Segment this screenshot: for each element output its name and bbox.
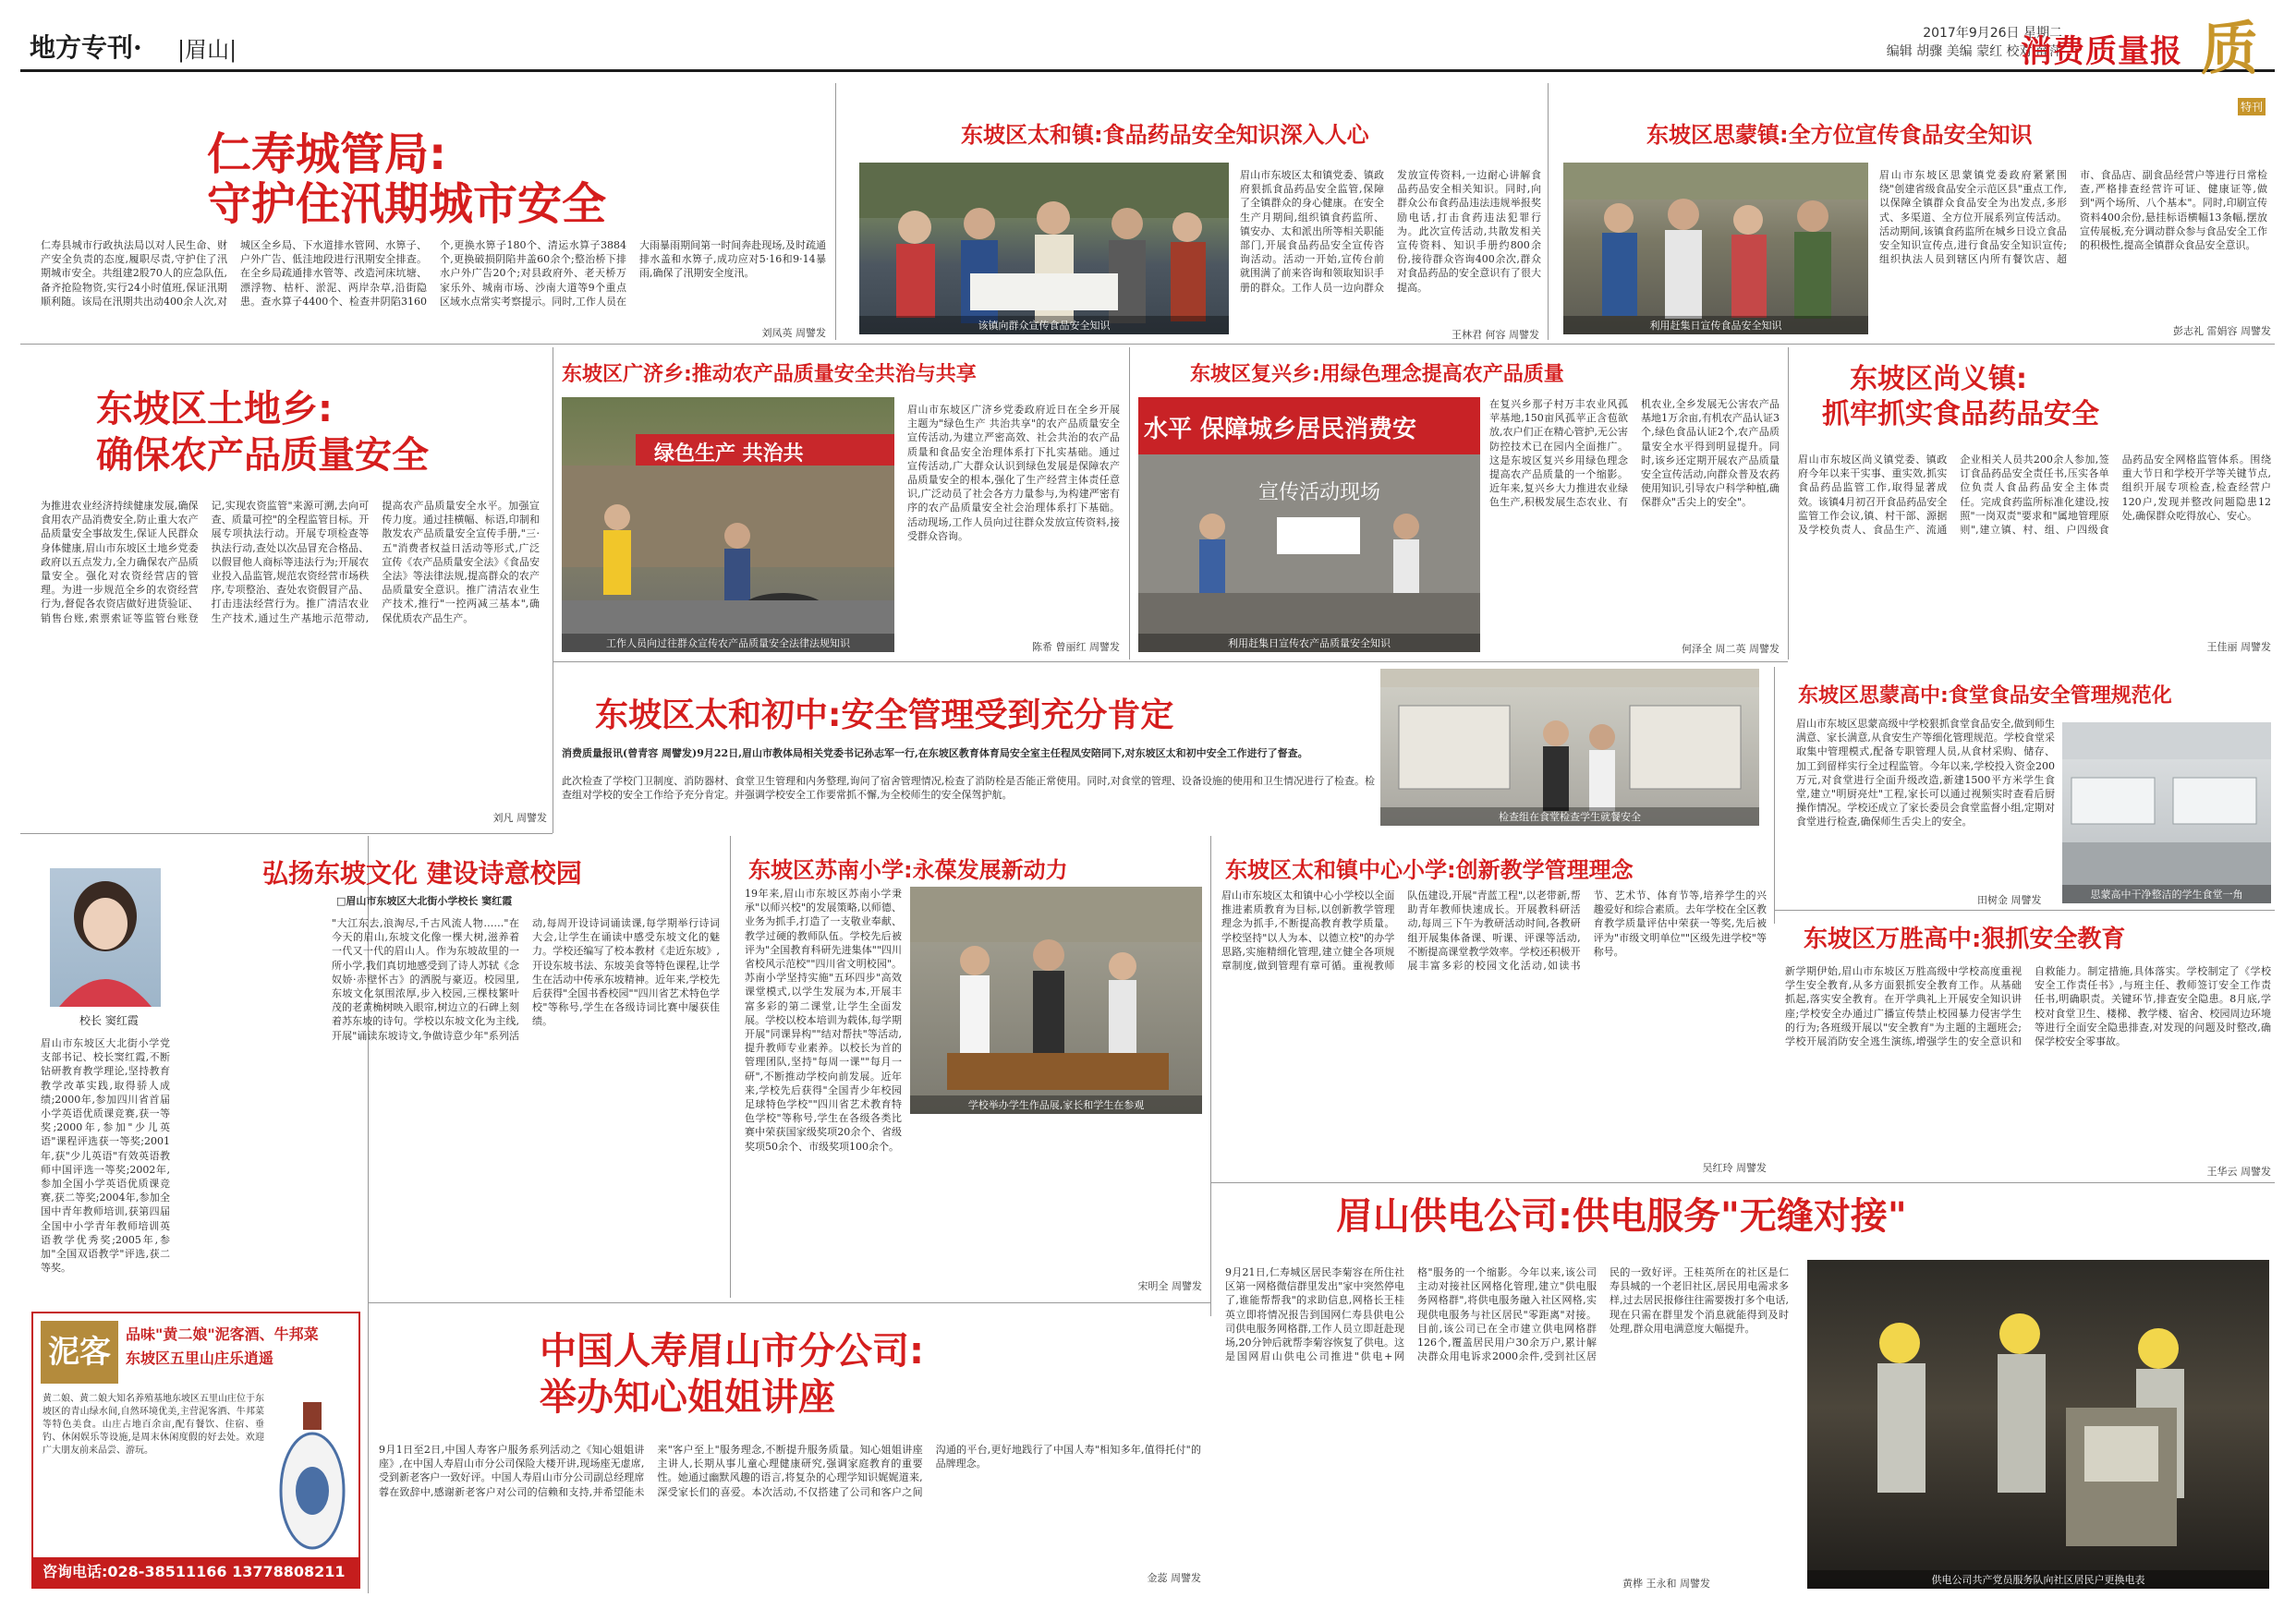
ad-title: 品味"黄二娘"泥客酒、牛邦菜 (126, 1325, 319, 1343)
article-taihe-central-primary (1216, 841, 1770, 1178)
photo-caption: 检查组在食堂检查学生就餐安全 (1380, 807, 1759, 826)
article-byline: 王华云 周譬发 (2206, 1166, 2271, 1178)
exhibit-illustration (910, 887, 1202, 1114)
article-title: 东坡区思蒙镇:全方位宣传食品安全知识 (1646, 122, 2033, 148)
photo-caption: 供电公司共产党员服务队向社区居民户更换电表 (1807, 1570, 2269, 1589)
article-body: 新学期伊始,眉山市东坡区万胜高级中学校高度重视学生安全教育,从多方面狠抓安全教育工作。从基础抓起,落实安全教育。在开学典礼上开展安全知识讲座;学校安全办通过广播宣传禁止校园暴力侵害学生的行为;各班级开展以"安全教育"为主题的主题班会;学校开展消防安全逃生演练,增强学生的安全意识和自救能力。制定措施,具体落实。学校制定了《学校安全工作责任书》,与班主任、教师签订安全工作责任书,明确职责。关键环节,排查安全隐患。8月底,学校对食堂卫生、楼梯、教学楼、宿舍、校园周边环境等进行全面安全隐患排查,对发现的问题及时整改,确保学校安全零事故。 (1785, 965, 2271, 1048)
article-title: 东坡区尚义镇: (1850, 363, 2027, 395)
column-sub: |眉山| (177, 37, 237, 63)
liquor-bottle-icon (275, 1398, 349, 1555)
article-byline: 宋明全 周譬发 (1137, 1280, 1202, 1292)
article-wansheng-high-school (1780, 914, 2275, 1180)
photo-caption: 校长 窦红霞 (79, 1014, 139, 1027)
article-renshou-chengguan (31, 111, 826, 337)
article-byline: 何泽全 周二英 周譬发 (1682, 643, 1780, 655)
article-title: 东坡区苏南小学:永葆发展新动力 (748, 857, 1068, 883)
inspection-illustration (1380, 669, 1759, 826)
paper-name: 消费质量报 (2021, 33, 2182, 70)
ad-logo: 泥客 (41, 1321, 118, 1384)
article-title: 东坡区太和镇:食品药品安全知识深入人心 (961, 122, 1369, 148)
article-title: 东坡区思蒙高中:食堂食品安全管理规范化 (1798, 684, 2172, 708)
article-body: 在复兴乡那子村万丰农业风孤苹基地,150亩风孤苹正含苞欲放,农户们正在精心管护,无公害防控技术已在园内全面推广。这是东坡区复兴乡用绿色理念提高农产品质量的一个缩影。近年来,复兴乡大力推进农业绿色生产,积极发展生态农业、有机农业,全乡发展无公害农产品基地1万余亩,有机农产品认证3个,绿色食品认证2个,农产品质量安全水平得到明显提升。同时,该乡还定期开展农产品质量安全宣传活动,向群众普及农药使用知识,引导农户科学种植,确保群众"舌尖上的安全"。 (1489, 398, 1780, 509)
portrait-illustration (50, 868, 161, 1007)
brand-char: 质 (2201, 15, 2259, 82)
article-title: 抓牢抓实食品药品安全 (1822, 398, 2099, 430)
divider (1210, 836, 1211, 1316)
article-body: 眉山市东坡区太和镇中心小学校以全面推进素质教育为目标,以创新教学管理理念为抓手,不断提高教育教学质量。学校坚持"以人为本、以德立校"的办学思路,实施精细化管理,建立健全各项规章制度,做到管理有章可循。重视教师队伍建设,开展"青蓝工程",以老带新,帮助青年教师快速成长。开展教科研活动,每周三下午为教研活动时间,各教研组开展集体备课、听课、评课等活动,不断提高课堂教学效率。学校还积极开展丰富多彩的校园文化活动,如读书节、艺术节、体育节等,培养学生的兴趣爱好和综合素质。去年学校在全区教育教学质量评估中荣获一等奖,先后被评为"市级文明单位""区级先进学校"等称号。 (1221, 889, 1767, 973)
article-shangyi-town (1794, 351, 2275, 658)
divider (1129, 347, 1130, 659)
banner-text: 绿色生产 共治共 (654, 442, 804, 466)
article-byline: 刘凡 周譬发 (492, 812, 547, 824)
article-body: 此次检查了学校门卫制度、消防器材、食堂卫生管理和内务整理,询问了宿舍管理情况,检查了消防栓是否能正常使用。同时,对食堂的管理、设备设施的使用和卫生情况进行了检查。检查组对学校的安全工作给予充分肯定。并强调学校安全工作要常抓不懈,为全校师生的安全保驾护航。 (562, 775, 1375, 802)
article-subhead: □眉山市东坡区大北街小学校长 窦红霞 (336, 895, 513, 907)
article-byline: 吴红玲 周譬发 (1702, 1162, 1767, 1174)
article-body: 眉山市东坡区思蒙高级中学校狠抓食堂食品安全,做到师生满意、家长满意,从食安生产等细化管理规范。学校食堂采取集中管理模式,配备专职管理人员,从食材采购、储存、加工到留样实行全过程监管。今年以来,学校投入资金200万元,对食堂进行全面升级改造,新建1500平方米学生食堂,建立"明厨亮灶"工程,家长可以通过视频实时查看后厨操作情况。学校还成立了家长委员会食堂监督小组,定期对食堂进行检查,确保师生舌尖上的安全。 (1796, 718, 2055, 829)
photo-caption: 利用赶集日宣传食品安全知识 (1563, 316, 1868, 334)
issue-date: 2017年9月26日 星期二 (1923, 26, 2062, 41)
article-byline: 彭志礼 雷娟容 周譬发 (2173, 325, 2271, 337)
ad-body: 黄二娘、黄二娘大知名养殖基地东坡区五里山庄位于东坡区的青山绿水间,自然环境优美,主营泥客酒、牛邦菜等特色美食。山庄占地百余亩,配有餐饮、住宿、垂钓、休闲娱乐等设施,是周末休闲度假的好去处。欢迎广大朋友前来品尝、游玩。 (43, 1394, 264, 1456)
article-body: "大江东去,浪淘尽,千古风流人物……"在今天的眉山,东坡文化像一棵大树,滋养着一代又一代的眉山人。作为东坡故里的一所小学,我们真切地感受到了诗人苏轼《念奴娇·赤壁怀古》的洒脱与豪迈。校园里,东坡文化氛围浓厚,步入校园,三棵枝繁叶茂的老黄桷树映入眼帘,树边立的石碑上刻着苏东坡的诗句。学校以东坡文化为主线,开展"诵读东坡诗文,争做诗意少年"系列活动,每周开设诗词诵读课,每学期举行诗词大会,让学生在诵读中感受东坡文化的魅力。学校还编写了校本教材《走近东坡》,开设东坡书法、东坡美食等特色课程,让学生在活动中传承东坡精神。近年来,学校先后获得"全国书香校园""四川省艺术特色学校"等称号,学生在各级诗词比赛中屡获佳绩。 (332, 917, 720, 1042)
photo-guangji (562, 397, 894, 652)
photo-caption: 该镇向群众宣传食品安全知识 (859, 316, 1229, 334)
photo-principal (50, 868, 161, 1007)
article-fuxing-township (1135, 351, 1783, 658)
article-body: 19年来,眉山市东坡区苏南小学秉承"以师兴校"的发展策略,以师德、业务为抓手,打造了一支敬业奉献、教学过硬的教师队伍。学校先后被评为"全国教育科研先进集体""四川省校风示范校""四川省文明校园"。苏南小学坚持实施"五环四步"高效课堂模式,以学生发展为本,开展丰富多彩的第二课堂,让学生全面发展。学校以校本培训为载体,每学期开展"同课异构""结对帮扶"等活动,提升教师专业素养。以校长为首的管理团队,坚持"每周一课""每月一研",不断推动学校向前发展。近年来,学校先后获得"全国青少年校园足球特色学校""四川省艺术教育特色学校"等称号,学生在各级各类比赛中荣获国家级奖项20余个、省级奖项50余个、市级奖项100余个。 (745, 888, 902, 1153)
article-body: 9月1日至2日,中国人寿客户服务系列活动之《知心姐姐讲座》,在中国人寿眉山市分公司保险大楼开讲,现场座无虚席,受到新老客户一致好评。中国人寿眉山市分公司副总经理席蓉在致辞中,感谢新老客户对公司的信赖和支持,并希望能未来"客户至上"服务理念,不断提升服务质量。知心姐姐讲座主讲人,长期从事儿童心理健康研究,强调家庭教育的重要性。她通过幽默风趣的语言,将复杂的心理学知识娓娓道来,深受家长们的喜爱。本次活动,不仅搭建了公司和客户之间沟通的平台,更好地践行了中国人寿"相知多年,值得托付"的品牌理念。 (379, 1444, 1201, 1498)
divider (368, 1302, 1210, 1303)
masthead (20, 15, 2275, 114)
divider (1548, 83, 1549, 340)
photo-caption: 思蒙高中干净整洁的学生食堂一角 (2062, 885, 2271, 903)
workers-illustration (1807, 1260, 2269, 1589)
photo-caption: 工作人员向过往群众宣传农产品质量安全法律法规知识 (562, 634, 894, 652)
article-title: 弘扬东坡文化 建设诗意校园 (262, 858, 582, 889)
article-taihe-food (841, 89, 1543, 341)
article-title: 确保农产品质量安全 (96, 434, 429, 477)
article-body: 眉山市东坡区太和镇党委、镇政府狠抓食品药品安全监管,保障了全镇群众的身心健康。在安全生产月期间,组织镇食药监所、镇安办、太和派出所等相关职能部门,开展食品药品安全宣传咨询活动。活动一开始,宣传台前就围满了前来咨询和领取知识手册的群众。工作人员一边向群众发放宣传资料,一边耐心讲解食品药品安全相关知识。同时,向群众公布食药品违法违规举报奖励电话,打击食药违法犯罪行为。此次宣传活动,共散发相关宣传资料、知识手册约800余份,接待群众咨询400余次,群众对食品药品的安全意识有了很大提高。 (1240, 169, 1541, 294)
article-byline: 陈希 曾丽红 周譬发 (1032, 641, 1120, 653)
photo-caption: 利用赶集日宣传农产品质量安全知识 (1138, 634, 1480, 652)
article-meishan-power (1216, 1186, 2275, 1592)
article-byline: 黄桦 王永和 周譬发 (1622, 1578, 1710, 1590)
article-title: 中国人寿眉山市分公司: (540, 1330, 924, 1373)
article-title: 东坡区万胜高中:狠抓安全教育 (1804, 926, 2126, 953)
divider (553, 661, 1788, 662)
article-body: 仁寿县城市行政执法局以对人民生命、财产安全负责的态度,履职尽责,守护住了汛期城市安全。共组建2股70人的应急队伍,备齐抢险物资,实行24小时值班,保证汛期顺利随。该局在汛期共出动400余人次,对城区全乡局、下水道排水管网、水箅子、户外广告、低洼地段进行汛期安全排查。在全乡局疏通排水管等、改造河床坑塘、漂浮物、枯杆、淤泥、两岸杂草,沿街隐患。查水算子4400个、检查井阴陷3160个,更换水箅子180个、清运水算子3884个,更换破损阴陷井盖60余个;整治桥下排水户外广告20个;对县政府外、老天桥万家乐外、城南市场、沙南大道等9个重点区域水点常实考察提示。同时,工作人员在大雨暴雨期间第一时间奔赴现场,及时疏通排水盖和水箅子,成功应对5·16和9·14暴雨,确保了汛期安全度汛。 (41, 239, 826, 308)
ad-phone-label: 咨询电话: (43, 1563, 108, 1580)
article-title: 举办知心姐姐讲座 (540, 1376, 835, 1419)
photo-power-workers (1807, 1260, 2269, 1589)
article-sunan-primary (739, 841, 1206, 1298)
photo-fuxing (1138, 397, 1480, 652)
article-china-life (373, 1308, 1205, 1590)
photo-simeng (1563, 163, 1868, 334)
banner-text: 水平 保障城乡居民消费安 (1144, 416, 1417, 443)
article-byline: 金蕊 周譬发 (1147, 1572, 1201, 1584)
article-simeng-town (1554, 89, 2275, 338)
photo-caption: 学校举办学生作品展,家长和学生在参观 (910, 1095, 1202, 1114)
article-body: 眉山市东坡区思蒙镇党委政府紧紧围绕"创建省级食品安全示范区县"重点工作,以保障全镇群众食品安全为出发点,多形式、多渠道、全方位开展系列宣传活动。活动期间,该镇食药监所在城乡日设立食品安全知识宣传点,进行食品安全知识宣传;组织执法人员到辖区内所有餐饮店、超市、食品店、副食品经营户等进行日常检查,严格排查经营许可证、健康证等,做到"两个场所、八个基本"。同时,印刷宣传资料400余份,悬挂标语横幅13条幅,摆放宣传展板,充分调动群众参与食品安全工作的积极性,提高全镇群众食品安全意识。 (1879, 169, 2267, 266)
divider (20, 344, 2275, 345)
article-body: 9月21日,仁寿城区居民李菊容在所住社区第一网格微信群里发出"家中突然停电了,谁能帮帮我"的求助信息,网格长王桂英立即将情况报告到国网仁寿县供电公司供电服务网格群,工作人员立即赶赴现场,20分钟后就帮李菊容恢复了供电。这是国网眉山供电公司推进"供电+网格"服务的一个缩影。今年以来,该公司主动对接社区网格化管理,建立"供电服务网格群",将供电服务融入社区网格,实现供电服务与社区居民"零距离"对接。目前,该公司已在全市建立供电网格群126个,覆盖居民用户30余万户,累计解决群众用电诉求2000余件,受到社区居民的一致好评。王桂英所在的社区是仁寿县城的一个老旧社区,居民用电需求多样,过去居民报修往往需要拨打多个电话,现在只需在群里发个消息就能得到及时处理,群众用电满意度大幅提升。 (1225, 1266, 1789, 1363)
article-title: 眉山供电公司:供电服务"无缝对接" (1336, 1195, 1907, 1238)
advertisement (31, 1312, 360, 1589)
article-dongpo-culture (31, 841, 734, 1302)
article-byline: 田树金 周譬发 (1977, 894, 2042, 906)
crowd-illustration (859, 163, 1229, 334)
article-simeng-high-school (1792, 667, 2275, 907)
article-title: 东坡区太和镇中心小学:创新教学管理理念 (1225, 857, 1634, 883)
article-body: 为推进农业经济持续健康发展,确保食用农产品消费安全,防止重大农产品质量安全事故发生,保证人民群众身体健康,眉山市东坡区土地乡党委政府以五点发力,全力确保农产品质量安全。强化对农资经营店的管理。为进一步规范全乡的农资经营行为,督促各农资店做好进货验证、销售台账,索票索证等监管台账登记,实现农资监管"来源可溯,去向可查、质量可控"的全程监管目标。开展专项执法行动。开展专项检查等执法行动,查处以次品冒充合格品、以假冒他人商标等违法行为;开展农业投入品监管,规范农资经营市场秩序,专项整治、查处农资假冒产品、打击违法经营行为。推广清洁农业生产技术,通过生产基地示范带动,提高农产品质量安全水平。加强宣传力度。通过挂横幅、标语,印制和散发农产品质量安全宣传手册,"三·五"消费者权益日活动等形式,广泛宣传《农产品质量安全法》《食品安全法》等法律法规,提高群众的农产品质量安全意识。推广清洁农业生产技术,推行"一控两减三基本",确保优质农产品生产。 (41, 500, 540, 624)
article-title: 东坡区土地乡: (96, 388, 333, 430)
article-title: 东坡区广济乡:推动农产品质量安全共治与共享 (562, 363, 977, 386)
article-byline: 王佳丽 周譬发 (2206, 641, 2271, 653)
divider (1774, 667, 1775, 924)
divider (1210, 1182, 2275, 1183)
board-text: 宣传活动现场 (1258, 481, 1381, 504)
article-tudi-township (31, 351, 547, 827)
street-illustration (562, 397, 894, 652)
divider (20, 833, 553, 834)
ad-subtitle: 东坡区五里山庄乐逍遥 (126, 1349, 274, 1367)
article-body: 眉山市东坡区广济乡党委政府近日在全乡开展主题为"绿色生产 共治共享"的农产品质量安全宣传活动,为建立严密高效、社会共治的农产品质量和食品安全治理体系打下扎实基础。通过宣传活动,广大群众认识到绿色发展是保障农产品质量安全的根本,强化了生产经营主体责任意识,广泛动员了社会各方力量参与,为构建严密有序的农产品质量安全社会治理体系打下基础。活动现场,工作人员向过往群众发放宣传资料,接受群众咨询。 (907, 404, 1120, 542)
divider (835, 83, 836, 340)
article-title: 东坡区复兴乡:用绿色理念提高农产品质量 (1190, 363, 1564, 386)
article-body: 眉山市东坡区尚义镇党委、镇政府今年以来干实事、重实效,抓实食品药品监管工作,取得显著成效。该镇4月初召开食品药品安全监管工作会议,镇、村干部、源据及学校负责人、食品生产、流通企业相关人员共200余人参加,签订食品药品安全责任书,压实各单位负责人食品药品安全主体责任。完成食药监所标准化建设,按照"一岗双责"要求和"属地管理原则",建立镇、村、组、户四级食品药品安全网格监管体系。围绕重大节日和学校开学等关键节点,组织开展专项检查,检查经营户120户,发现并整改问题隐患12处,确保群众吃得放心、安心。 (1798, 454, 2271, 537)
brand-tag: 特刊 (2238, 98, 2266, 115)
column-name: 地方专刊· (30, 32, 142, 63)
article-subhead: 消费质量报讯(曾青容 周譬发)9月22日,眉山市教体局相关党委书记孙志军一行,在东坡区教育体育局安全室主任程凤安陪同下,对东坡区太和初中安全工作进行了督查。 (562, 747, 1308, 759)
divider (1788, 347, 1789, 659)
ad-phone-bar (33, 1557, 358, 1587)
article-title: 东坡区太和初中:安全管理受到充分肯定 (595, 696, 1174, 734)
canteen-illustration (2062, 722, 2271, 903)
article-byline: 刘凤英 周譬发 (761, 327, 826, 339)
photo-canteen (2062, 722, 2271, 903)
photo-dormitory (1380, 669, 1759, 826)
principal-bio: 眉山市东坡区大北街小学党支部书记、校长窦红霞,不断钻研教育教学理论,坚持教育教学改革实践,取得骄人成绩;2000年,参加四川省首届小学英语优质课竞赛,获一等奖;2000年,参加"少儿英语"课程评选获一等奖;2001年,获"少儿英语"有效英语教师中国评选一等奖;2002年,参加全国小学英语优质课竞赛,获二等奖;2004年,参加全国中青年教师培训,获第四届全国中小学青年教师培训英语教学优秀奖;2005年,参加"全国双语教学"评选,获二等奖。 (41, 1037, 170, 1275)
article-taihe-middle-school (558, 665, 1768, 831)
photo-food-safety (859, 163, 1229, 334)
article-title: 仁寿城管局: (207, 128, 447, 180)
ad-phone: 028-38511166 13778808211 (107, 1563, 346, 1580)
divider (1774, 910, 2275, 911)
article-title: 守护住汛期城市安全 (207, 178, 607, 230)
article-byline: 王林君 何容 周譬发 (1452, 329, 1539, 341)
issue-editors: 编辑 胡骤 美编 蒙红 校对 薛萍 (1886, 44, 2062, 59)
article-guangji-township (558, 351, 1124, 658)
crowd-illustration (1563, 163, 1868, 334)
photo-sunan (910, 887, 1202, 1114)
